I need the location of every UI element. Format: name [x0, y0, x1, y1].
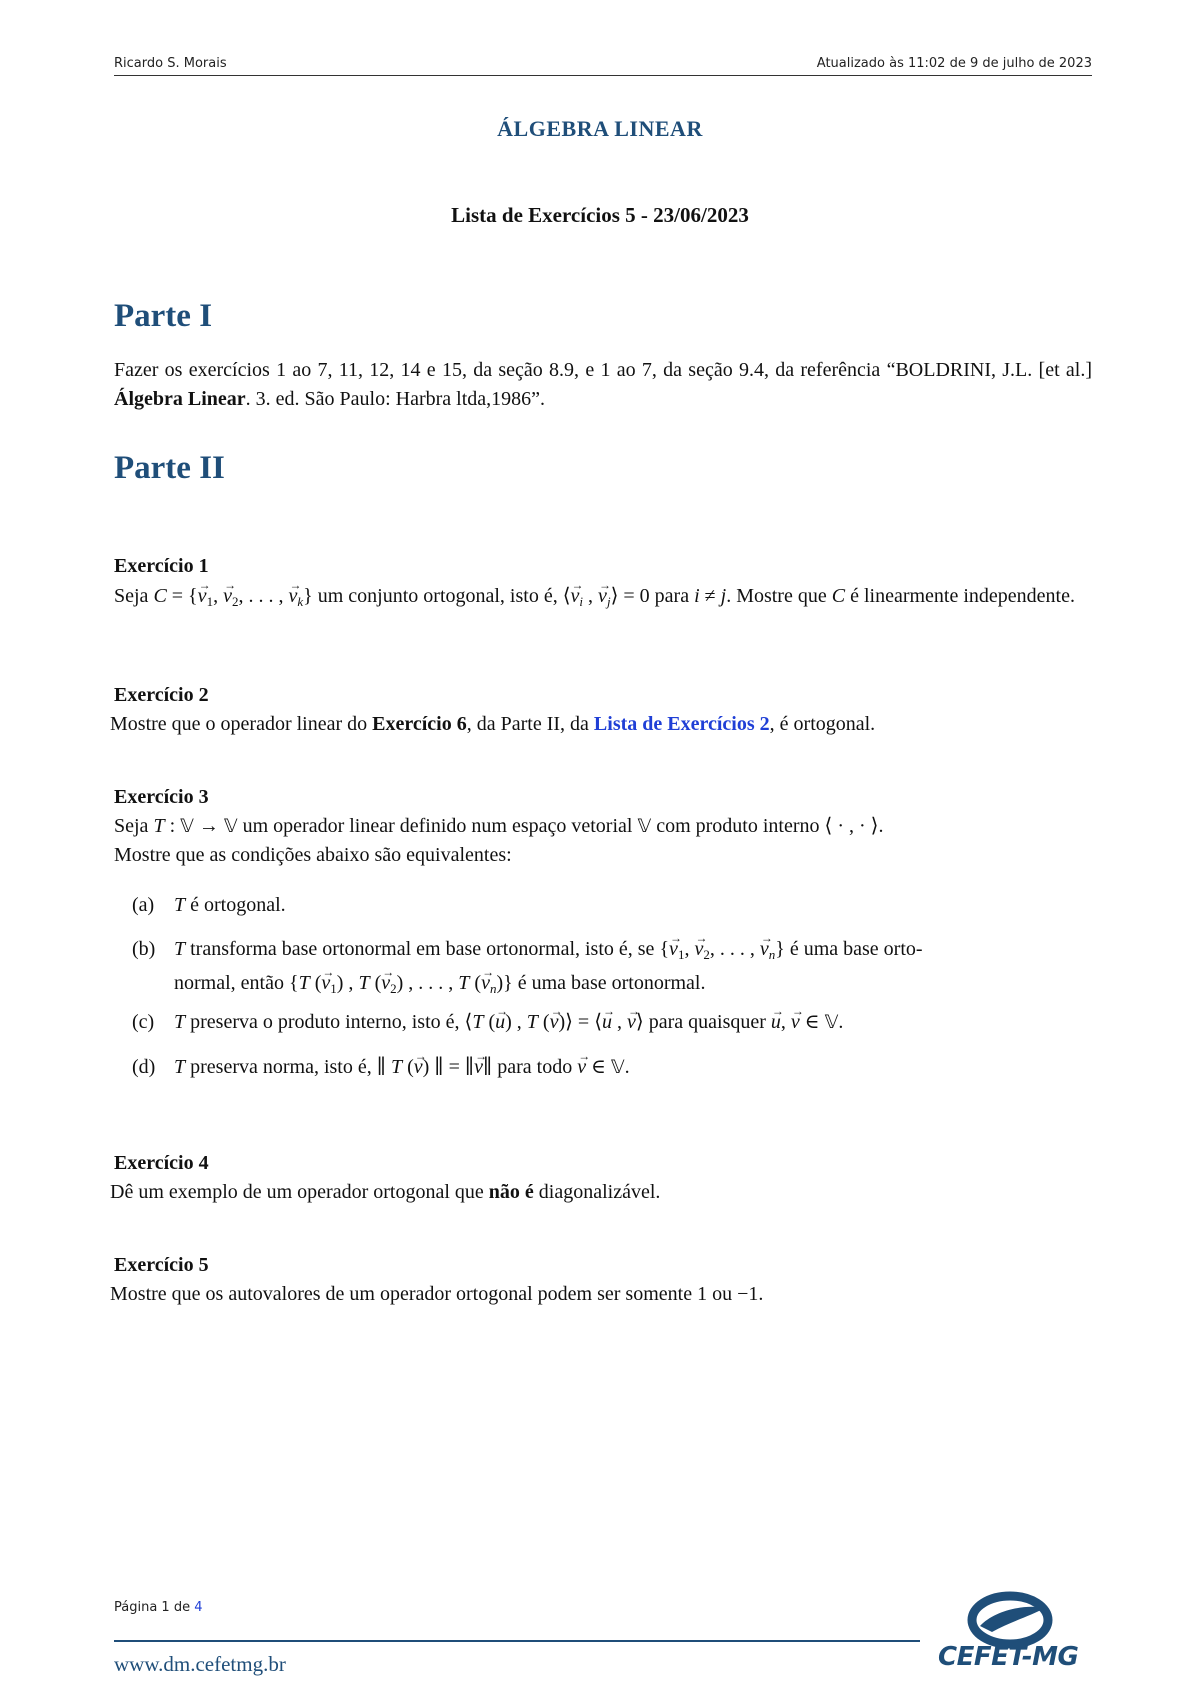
- exercise-4-heading: Exercício 4: [114, 1152, 209, 1174]
- page-total[interactable]: 4: [194, 1600, 203, 1615]
- part-2-heading: Parte II: [114, 450, 225, 486]
- part-1-heading: Parte I: [114, 298, 213, 334]
- cefet-logo-icon: [940, 1580, 1100, 1690]
- course-title: ÁLGEBRA LINEAR: [497, 116, 703, 141]
- exercise-1-heading: Exercício 1: [114, 555, 209, 577]
- exercise-3-text: Seja T : 𝕍 → 𝕍 um operador linear definido num espaço vetorial 𝕍 com produto interno ⟨ · , · ⟩. Mostre que as condições abaixo são equivalentes:: [114, 815, 884, 866]
- exercise-5-heading: Exercício 5: [114, 1254, 209, 1276]
- page-number: Página 1 de 4: [114, 1600, 203, 1615]
- list-title: Lista de Exercícios 5 - 23/06/2023: [451, 203, 749, 227]
- list-item: (d) T preserva norma, isto é, ∥ T (→ v) ∥ = ∥→ v∥ para todo → v ∈ 𝕍.: [132, 1053, 1092, 1082]
- part-1-text: Fazer os exercícios 1 ao 7, 11, 12, 14 e 15, da seção 8.9, e 1 ao 7, da seção 9.4, da referência “BOLDRINI, J.L. [et al.] Álgebra Linear. 3. ed. São Paulo: Harbra ltda,1986”.: [114, 359, 1092, 410]
- book-title: Álgebra Linear: [114, 388, 246, 410]
- header-updated: Atualizado às 11:02 de 9 de julho de 2023: [816, 56, 1092, 71]
- lista-2-link[interactable]: Lista de Exercícios 2: [593, 713, 770, 735]
- list-item: (c) T preserva o produto interno, isto é, ⟨T (→ u) , T (→ v)⟩ = ⟨→ u , → v⟩ para quaisquer → u, → v ∈ 𝕍.: [132, 1008, 1092, 1037]
- exercise-5-text: Mostre que os autovalores de um operador ortogonal podem ser somente 1 ou −1.: [110, 1283, 764, 1305]
- exercise-2-text: Mostre que o operador linear do Exercício 6, da Parte II, da Lista de Exercícios 2, é ortogonal.: [110, 713, 876, 735]
- exercise-3-heading: Exercício 3: [114, 786, 209, 808]
- list-item: (a) T é ortogonal.: [132, 894, 286, 916]
- footer-url[interactable]: www.dm.cefetmg.br: [114, 1652, 286, 1676]
- header-rule: [114, 75, 1092, 76]
- header-author: Ricardo S. Morais: [114, 56, 227, 71]
- exercise-2-heading: Exercício 2: [114, 684, 209, 706]
- footer-rule: [114, 1640, 920, 1642]
- cefet-logo-text: CEFET-MG: [938, 1642, 1079, 1672]
- exercise-1-text: Seja C = {→ $v_1$, → $v_2$, . . . , → $v_k$} um conjunto ortogonal, isto é, ⟨→ $v_i$ , → $v_j⟩ = 0$ para i ≠ j. Mostre que C é linearmente independente.: [114, 582, 1092, 616]
- exercise-4-text: Dê um exemplo de um operador ortogonal que não é diagonalizável.: [110, 1181, 661, 1203]
- list-item: (b) T transforma base ortonormal em base ortonormal, isto é, se {→ $v_1$, → $v_2$, . . . , → $v_n$} é uma base orto- normal, então {T (→ $v_1$) , T (→ $v_2$) , . . . , T (→ $v_n$)} é uma base ortonormal.: [132, 935, 1092, 1003]
